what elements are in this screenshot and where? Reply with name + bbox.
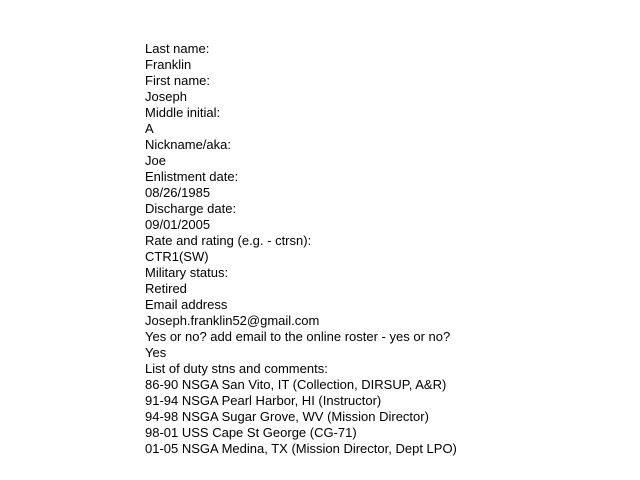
discharge-date-value: 09/01/2005 (145, 217, 211, 232)
rate-value: CTR1(SW) (145, 249, 209, 264)
military-status-value: Retired (145, 281, 187, 296)
email-label: Email address (145, 297, 228, 312)
nickname-value: Joe (145, 153, 166, 168)
duty-station-item: 94-98 NSGA Sugar Grove, WV (Mission Director) (145, 409, 429, 424)
enlistment-date-label: Enlistment date: (145, 169, 239, 184)
last-name-label: Last name: (145, 41, 210, 56)
email-value: Joseph.franklin52@gmail.com (145, 313, 320, 328)
military-status-label: Military status: (145, 265, 229, 280)
duty-stations-label: List of duty stns and comments: (145, 361, 328, 376)
duty-station-item: 91-94 NSGA Pearl Harbor, HI (Instructor) (145, 393, 382, 408)
last-name-value: Franklin (145, 57, 192, 72)
add-email-value: Yes (145, 345, 167, 360)
duty-station-item: 86-90 NSGA San Vito, IT (Collection, DIRSUP, A&R) (145, 377, 447, 392)
add-email-label: Yes or no? add email to the online roster - yes or no? (145, 329, 451, 344)
nickname-label: Nickname/aka: (145, 137, 231, 152)
enlistment-date-value: 08/26/1985 (145, 185, 211, 200)
duty-station-item: 01-05 NSGA Medina, TX (Mission Director, Dept LPO) (145, 441, 457, 456)
duty-station-item: 98-01 USS Cape St George (CG-71) (145, 425, 357, 440)
middle-initial-value: A (145, 121, 154, 136)
rate-label: Rate and rating (e.g. - ctrsn): (145, 233, 312, 248)
personnel-record (145, 41, 625, 457)
first-name-value: Joseph (145, 89, 187, 104)
middle-initial-label: Middle initial: (145, 105, 221, 120)
discharge-date-label: Discharge date: (145, 201, 237, 216)
first-name-label: First name: (145, 73, 211, 88)
